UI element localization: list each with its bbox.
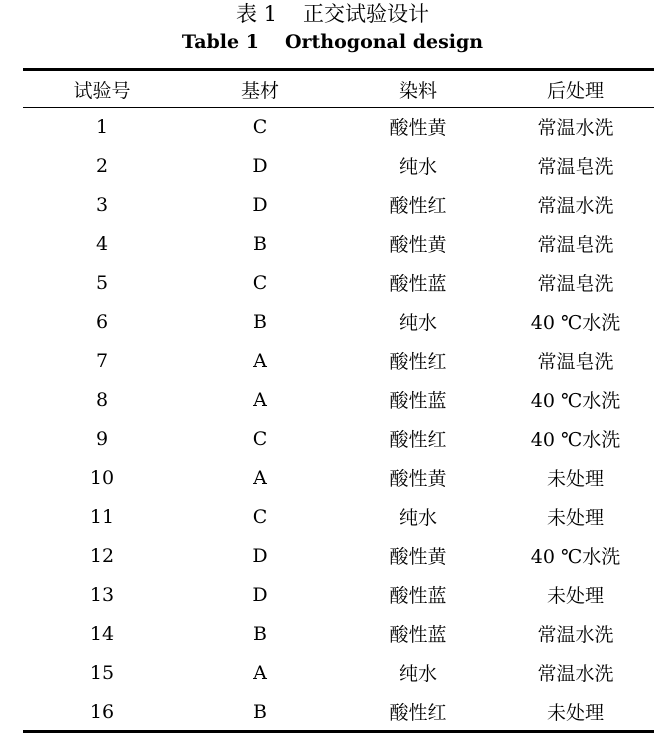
cell-post-treatment: 40 ℃水洗 xyxy=(530,429,621,451)
cell-substrate: D xyxy=(252,154,268,177)
table-row xyxy=(23,185,654,224)
cell-dye: 酸性黄 xyxy=(389,546,447,568)
cell-trial-number: 7 xyxy=(95,349,109,372)
cell-trial-number: 5 xyxy=(95,271,109,294)
cell-dye: 酸性红 xyxy=(389,195,447,217)
cell-substrate: B xyxy=(253,310,267,333)
cell-post-treatment: 未处理 xyxy=(546,507,604,529)
cell-dye: 酸性蓝 xyxy=(389,585,447,607)
cell-post-treatment: 40 ℃水洗 xyxy=(530,546,621,568)
caption-cn-title: 正交试验设计 xyxy=(303,2,430,26)
cell-substrate: A xyxy=(253,661,267,684)
cell-post-treatment: 常温皂洗 xyxy=(537,351,614,373)
cell-substrate: D xyxy=(252,193,268,216)
cell-substrate: A xyxy=(253,349,267,372)
cell-trial-number: 8 xyxy=(95,388,109,411)
cell-trial-number: 13 xyxy=(89,583,115,606)
table-row xyxy=(23,536,654,575)
cell-trial-number: 15 xyxy=(89,661,115,684)
caption-en-title: Orthogonal design xyxy=(284,31,484,53)
cell-post-treatment: 40 ℃水洗 xyxy=(530,312,621,334)
cell-post-treatment: 常温水洗 xyxy=(537,663,614,685)
table-row xyxy=(23,419,654,458)
cell-trial-number: 16 xyxy=(89,700,115,723)
table-row xyxy=(23,692,654,731)
cell-dye: 纯水 xyxy=(398,156,437,178)
orthogonal-design-table xyxy=(23,71,654,731)
table-row xyxy=(23,575,654,614)
table-row xyxy=(23,653,654,692)
cell-dye: 酸性黄 xyxy=(389,234,447,256)
header-post-treatment: 后处理 xyxy=(546,79,604,102)
table-row xyxy=(23,614,654,653)
header-trial-number: 试验号 xyxy=(73,79,131,102)
cell-post-treatment: 未处理 xyxy=(546,468,604,490)
cell-substrate: C xyxy=(252,505,268,528)
table-row xyxy=(23,341,654,380)
table-row xyxy=(23,380,654,419)
cell-trial-number: 2 xyxy=(95,154,109,177)
cell-post-treatment: 常温皂洗 xyxy=(537,156,614,178)
cell-dye: 酸性蓝 xyxy=(389,624,447,646)
cell-post-treatment: 常温水洗 xyxy=(537,117,614,139)
cell-dye: 纯水 xyxy=(398,312,437,334)
cell-dye: 酸性红 xyxy=(389,351,447,373)
cell-trial-number: 14 xyxy=(89,622,115,645)
cell-trial-number: 10 xyxy=(89,466,115,489)
cell-dye: 酸性蓝 xyxy=(389,390,447,412)
table-row xyxy=(23,497,654,536)
cell-post-treatment: 常温水洗 xyxy=(537,624,614,646)
table-header-row xyxy=(23,71,654,107)
table-caption-english xyxy=(0,29,665,55)
caption-en-label: Table 1 xyxy=(181,31,259,53)
table-row xyxy=(23,302,654,341)
table-caption-chinese xyxy=(0,0,665,28)
header-substrate: 基材 xyxy=(240,79,279,102)
cell-dye: 酸性黄 xyxy=(389,468,447,490)
cell-substrate: B xyxy=(253,700,267,723)
caption-cn-label: 表 1 xyxy=(235,2,278,26)
cell-substrate: D xyxy=(252,583,268,606)
cell-trial-number: 6 xyxy=(95,310,109,333)
cell-dye: 纯水 xyxy=(398,663,437,685)
cell-substrate: A xyxy=(253,388,267,411)
table-row xyxy=(23,146,654,185)
cell-post-treatment: 40 ℃水洗 xyxy=(530,390,621,412)
cell-substrate: B xyxy=(253,232,267,255)
cell-trial-number: 1 xyxy=(95,115,109,138)
cell-substrate: C xyxy=(252,427,268,450)
table-row xyxy=(23,224,654,263)
cell-trial-number: 3 xyxy=(95,193,109,216)
cell-trial-number: 9 xyxy=(95,427,109,450)
cell-substrate: B xyxy=(253,622,267,645)
cell-post-treatment: 未处理 xyxy=(546,702,604,724)
cell-dye: 纯水 xyxy=(398,507,437,529)
table-row xyxy=(23,107,654,146)
cell-post-treatment: 未处理 xyxy=(546,585,604,607)
cell-substrate: C xyxy=(252,115,268,138)
cell-dye: 酸性黄 xyxy=(389,117,447,139)
table-row xyxy=(23,458,654,497)
table-body xyxy=(23,107,654,731)
header-dye: 染料 xyxy=(398,79,437,102)
cell-substrate: D xyxy=(252,544,268,567)
cell-trial-number: 4 xyxy=(95,232,109,255)
table-row xyxy=(23,263,654,302)
cell-post-treatment: 常温水洗 xyxy=(537,195,614,217)
cell-substrate: A xyxy=(253,466,267,489)
cell-post-treatment: 常温皂洗 xyxy=(537,234,614,256)
cell-dye: 酸性蓝 xyxy=(389,273,447,295)
cell-trial-number: 11 xyxy=(89,505,115,528)
cell-dye: 酸性红 xyxy=(389,702,447,724)
cell-trial-number: 12 xyxy=(89,544,115,567)
cell-post-treatment: 常温皂洗 xyxy=(537,273,614,295)
cell-substrate: C xyxy=(252,271,268,294)
cell-dye: 酸性红 xyxy=(389,429,447,451)
